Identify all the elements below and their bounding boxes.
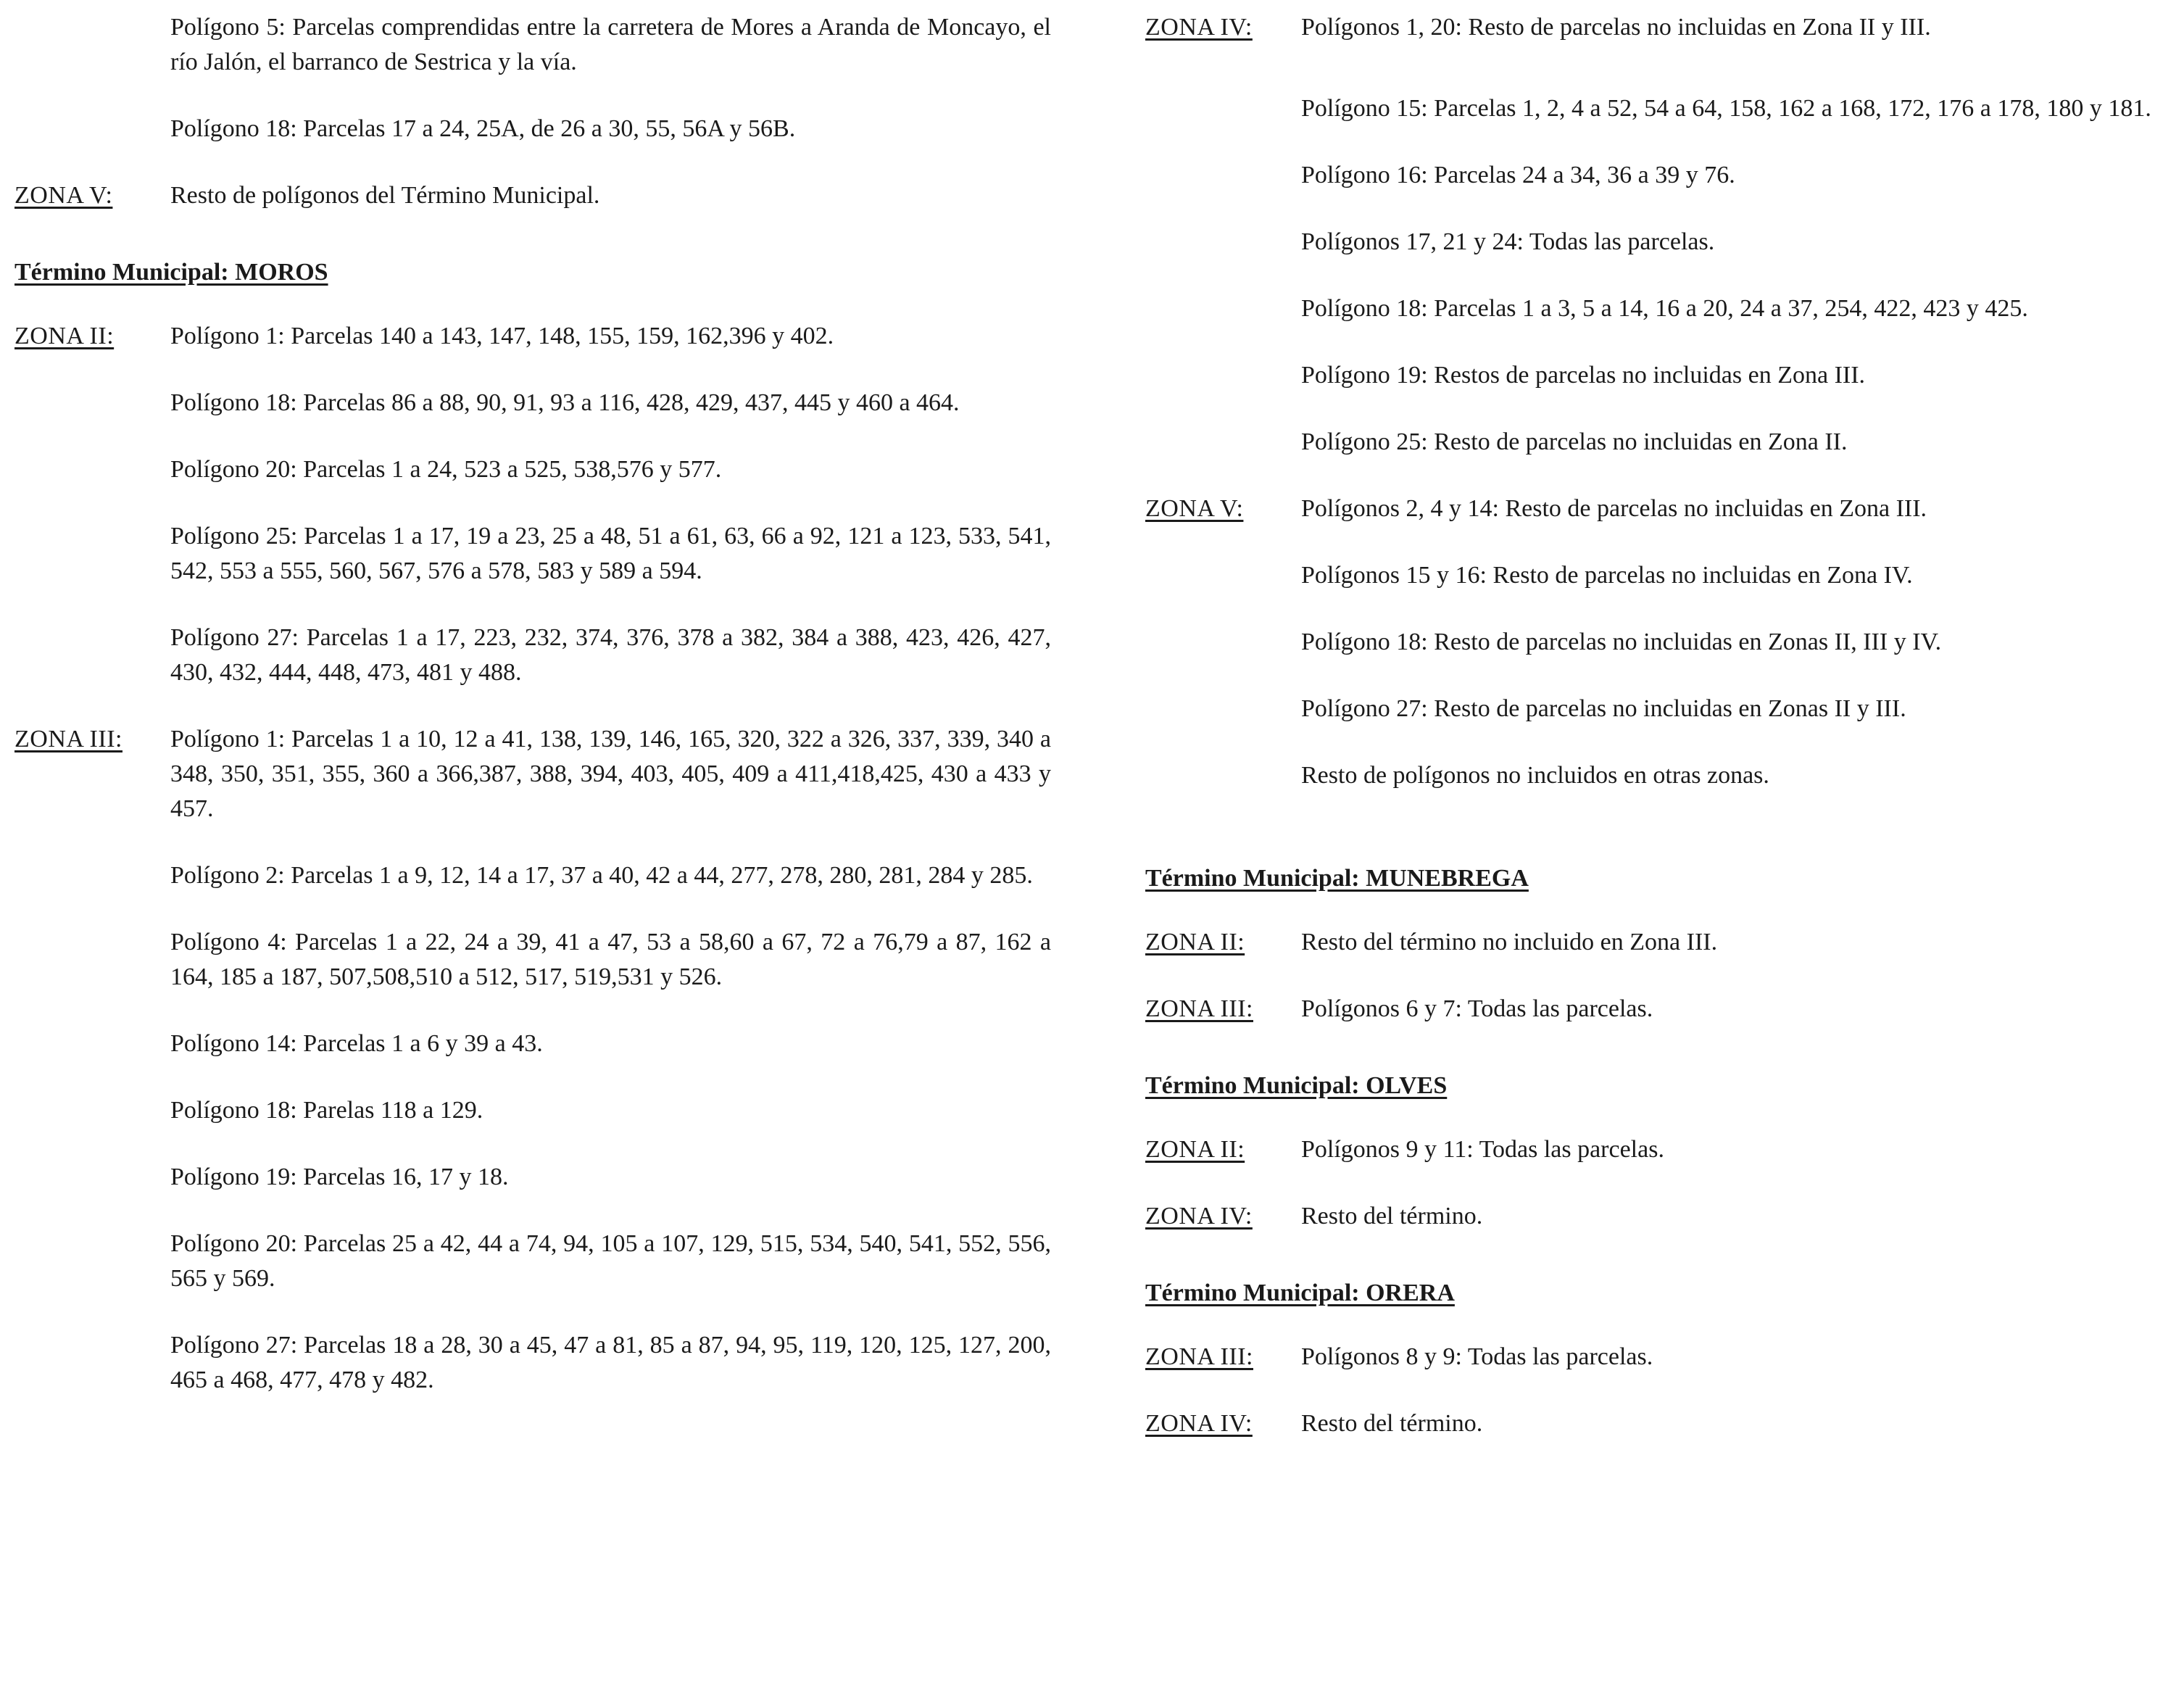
entry-text: Polígono 19: Parcelas 16, 17 y 18. — [170, 1164, 509, 1190]
munebrega-zona-iii-block — [1145, 992, 2175, 1027]
entry-text: Polígono 5: Parcelas comprendidas entre la carretera de Mores a Aranda de Moncayo, el río Jalón, el barranco de Sestrica y la vía. — [170, 14, 1051, 75]
entry-text: Polígono 19: Restos de parcelas no incluidas en Zona III. — [1301, 362, 1866, 389]
list-item — [1301, 1340, 2175, 1374]
entry-text: Polígono 27: Parcelas 1 a 17, 223, 232, 374, 376, 378 a 382, 384 a 388, 423, 426, 427, 430, 432, 444, 448, 473, 481 y 488. — [170, 624, 1051, 686]
list-item — [170, 722, 1051, 826]
zona-v-block-right — [1145, 492, 2175, 793]
entry-text: Polígono 18: Resto de parcelas no incluidas en Zonas II, III y IV. — [1301, 629, 1942, 655]
list-item — [1301, 492, 2175, 526]
list-item — [170, 621, 1051, 690]
zone-label: ZONA IV: — [1145, 14, 1253, 41]
list-item — [170, 452, 1051, 487]
entry-text: Polígonos 6 y 7: Todas las parcelas. — [1301, 995, 1653, 1022]
list-item — [1301, 992, 2175, 1027]
entry-text: Polígono 2: Parcelas 1 a 9, 12, 14 a 17, 37 a 40, 42 a 44, 277, 278, 280, 281, 284 y 285. — [170, 862, 1033, 889]
zone-label: ZONA III: — [1145, 995, 1253, 1022]
list-item — [1301, 758, 2175, 793]
munebrega-zona-ii-block — [1145, 925, 2175, 960]
entry-text: Resto de polígonos del Término Municipal. — [170, 182, 600, 209]
entry-text: Polígono 20: Parcelas 1 a 24, 523 a 525, 538,576 y 577. — [170, 456, 722, 483]
entry-text: Polígonos 15 y 16: Resto de parcelas no incluidas en Zona IV. — [1301, 562, 1913, 589]
list-item — [170, 1328, 1051, 1398]
list-item — [170, 1160, 1051, 1195]
entry-text: Polígono 18: Parcelas 1 a 3, 5 a 14, 16 a 20, 24 a 37, 254, 422, 423 y 425. — [1301, 295, 2028, 322]
moros-zona-iii-block — [14, 722, 1051, 1398]
list-item — [170, 925, 1051, 995]
entry-text: Polígonos 17, 21 y 24: Todas las parcelas. — [1301, 228, 1715, 255]
list-item — [170, 858, 1051, 893]
entry-text: Polígono 25: Resto de parcelas no incluidas en Zona II. — [1301, 428, 1848, 455]
entry-text: Polígonos 8 y 9: Todas las parcelas. — [1301, 1343, 1653, 1370]
entry-poligono-5 — [170, 10, 1051, 80]
zone-label: ZONA III: — [1145, 1343, 1253, 1370]
entry-text: Polígonos 1, 20: Resto de parcelas no incluidas en Zona II y III. — [1301, 14, 1931, 41]
entry-text: Polígono 18: Parcelas 86 a 88, 90, 91, 93 a 116, 428, 429, 437, 445 y 460 a 464. — [170, 389, 960, 416]
list-item — [1301, 158, 2175, 193]
zone-label: ZONA II: — [14, 323, 115, 349]
list-item — [1301, 425, 2175, 460]
orera-zona-iii-block — [1145, 1340, 2175, 1374]
zone-label: ZONA V: — [14, 182, 113, 209]
list-item — [170, 319, 1051, 354]
list-item — [1301, 625, 2175, 660]
list-item — [170, 519, 1051, 589]
municipality-heading-olves: Término Municipal: OLVES — [1145, 1072, 1448, 1099]
list-item — [170, 386, 1051, 420]
list-item — [170, 1227, 1051, 1296]
zona-iv-block — [1145, 10, 2175, 460]
municipality-heading-munebrega: Término Municipal: MUNEBREGA — [1145, 865, 1529, 892]
entry-text: Polígono 18: Parcelas 17 a 24, 25A, de 26 a 30, 55, 56A y 56B. — [170, 115, 796, 142]
list-item — [1301, 692, 2175, 726]
list-item — [1301, 558, 2175, 593]
entry-text: Polígono 16: Parcelas 24 a 34, 36 a 39 y 76. — [1301, 162, 1735, 188]
entry-poligono-18 — [170, 112, 1051, 146]
entry-text: Polígono 15: Parcelas 1, 2, 4 a 52, 54 a 64, 158, 162 a 168, 172, 176 a 178, 180 y 181. — [1301, 95, 2151, 122]
left-column — [14, 10, 1051, 1430]
list-item — [1301, 225, 2175, 260]
orera-zona-iv-block — [1145, 1406, 2175, 1441]
moros-zona-ii-block — [14, 319, 1051, 690]
list-item — [1301, 1199, 2175, 1234]
zone-label: ZONA III: — [14, 726, 123, 752]
entry-text: Polígonos 2, 4 y 14: Resto de parcelas no incluidas en Zona III. — [1301, 495, 1927, 522]
entry-text: Resto del término. — [1301, 1410, 1483, 1437]
zona-v-entry — [170, 178, 1051, 213]
entry-text: Polígono 20: Parcelas 25 a 42, 44 a 74, 94, 105 a 107, 129, 515, 534, 540, 541, 552, 556, 565 y 569. — [170, 1230, 1051, 1292]
list-item — [1301, 91, 2175, 126]
zone-label: ZONA IV: — [1145, 1203, 1253, 1230]
zone-label: ZONA II: — [1145, 929, 1245, 955]
entry-text: Polígono 25: Parcelas 1 a 17, 19 a 23, 25 a 48, 51 a 61, 63, 66 a 92, 121 a 123, 533, 541, 542, 553 a 555, 560, 567, 576 a 578, 583 y 589 a 594. — [170, 523, 1051, 584]
list-item — [1301, 1406, 2175, 1441]
list-item — [170, 1027, 1051, 1061]
entry-text: Polígono 14: Parcelas 1 a 6 y 39 a 43. — [170, 1030, 543, 1057]
zona-v-block — [14, 178, 1051, 213]
olves-zona-ii-block — [1145, 1132, 2175, 1167]
list-item — [1301, 925, 2175, 960]
list-item — [170, 1093, 1051, 1128]
entry-text: Polígono 27: Parcelas 18 a 28, 30 a 45, 47 a 81, 85 a 87, 94, 95, 119, 120, 125, 127, 200, 465 a 468, 477, 478 y 482. — [170, 1332, 1051, 1393]
entry-text: Polígono 1: Parcelas 1 a 10, 12 a 41, 138, 139, 146, 165, 320, 322 a 326, 337, 339, 340 a 348, 350, 351, 355, 360 a 366,387, 388, 394, 403, 405, 409 a 411,418,425, 430 a 433 y 457. — [170, 726, 1051, 822]
list-item — [1301, 10, 2175, 45]
entry-text: Polígono 1: Parcelas 140 a 143, 147, 148, 155, 159, 162,396 y 402. — [170, 323, 834, 349]
list-item — [1301, 358, 2175, 393]
entry-text: Polígono 27: Resto de parcelas no incluidas en Zonas II y III. — [1301, 695, 1906, 722]
entry-text: Polígono 4: Parcelas 1 a 22, 24 a 39, 41 a 47, 53 a 58,60 a 67, 72 a 76,79 a 87, 162 a 164, 185 a 187, 507,508,510 a 512, 517, 519,531 y 526. — [170, 929, 1051, 990]
entry-text: Resto de polígonos no incluidos en otras zonas. — [1301, 762, 1769, 789]
olves-zona-iv-block — [1145, 1199, 2175, 1234]
zone-label: ZONA II: — [1145, 1136, 1245, 1163]
entry-text: Resto del término no incluido en Zona III. — [1301, 929, 1718, 955]
list-item — [1301, 1132, 2175, 1167]
zone-label: ZONA IV: — [1145, 1410, 1253, 1437]
municipality-heading-moros: Término Municipal: MOROS — [14, 259, 328, 286]
right-column — [1145, 10, 2175, 1473]
entry-text: Polígono 18: Parelas 118 a 129. — [170, 1097, 483, 1124]
municipality-heading-orera: Término Municipal: ORERA — [1145, 1280, 1455, 1306]
entry-text: Polígonos 9 y 11: Todas las parcelas. — [1301, 1136, 1664, 1163]
zone-label: ZONA V: — [1145, 495, 1244, 522]
entry-text: Resto del término. — [1301, 1203, 1483, 1230]
list-item — [1301, 291, 2175, 326]
